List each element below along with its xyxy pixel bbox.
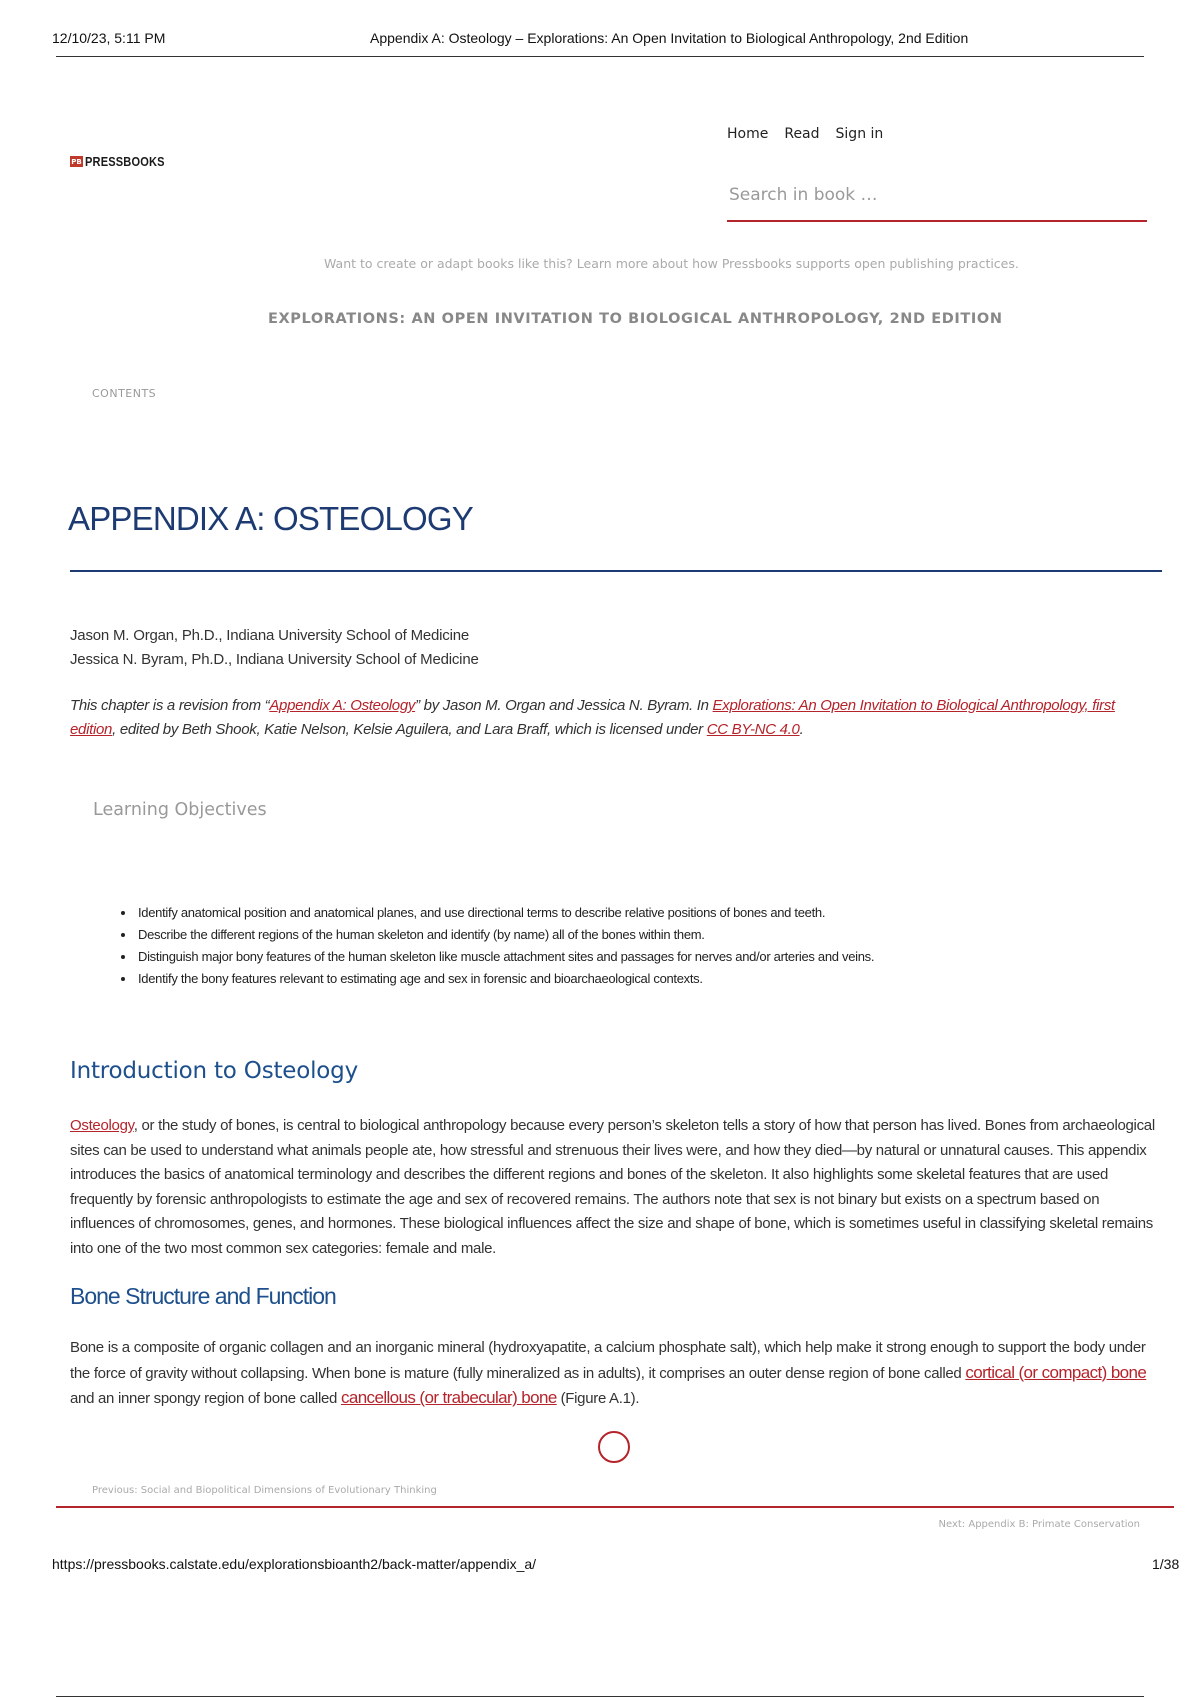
bone-text-3: (Figure A.1). (556, 1390, 640, 1407)
revision-note (70, 694, 1160, 742)
learning-objectives-title: Learning Objectives (93, 800, 267, 820)
list-item: • Identify anatomical position and anatomical planes, and use directional terms to describe relative positions of bones and teeth. (136, 902, 1146, 924)
print-page-title: Appendix A: Osteology – Explorations: An Open Invitation to Biological Anthropology, 2nd Edition (370, 30, 969, 46)
search-input[interactable] (727, 170, 1147, 222)
title-divider (70, 570, 1162, 572)
bone-text-2: and an inner spongy region of bone called (70, 1390, 341, 1407)
nav-home-link[interactable]: Home (727, 126, 769, 142)
bone-structure-heading: Bone Structure and Function (70, 1283, 336, 1309)
bone-structure-paragraph (70, 1336, 1160, 1412)
print-url: https://pressbooks.calstate.edu/explorationsbioanth2/back-matter/appendix_a/ (52, 1556, 537, 1572)
print-header-divider (56, 56, 1144, 57)
license-link[interactable]: CC BY-NC 4.0 (706, 721, 800, 738)
bone-text-1: Bone is a composite of organic collagen and an inorganic mineral (hydroxyapatite, a calcium phosphate salt), which help make it strong enough to support the body under the force of gravity without collapsing. When bone is mature (fully mineralized as in adults), it comprises an outer dense region of bone called (70, 1339, 1146, 1382)
page-title: APPENDIX A: OSTEOLOGY (68, 500, 473, 537)
pressbooks-logo-icon: PB (71, 157, 82, 166)
next-chapter-link[interactable]: Next: Appendix B: Primate Conservation (938, 1519, 1140, 1530)
revision-end: . (799, 721, 804, 738)
author-line: Jessica N. Byram, Ph.D., Indiana University School of Medicine (70, 651, 479, 668)
list-item: • Distinguish major bony features of the human skeleton like muscle attachment sites and passages for nerves and/or arteries and veins. (136, 946, 1146, 968)
first-edition-link[interactable]: Explorations: An Open Invitation to Biological Anthropology, first edition (70, 697, 1115, 738)
page-bottom-divider (56, 1696, 1144, 1697)
author-list (70, 624, 479, 672)
original-chapter-link[interactable]: Appendix A: Osteology (269, 697, 416, 714)
revision-suffix: , edited by Beth Shook, Katie Nelson, Kelsie Aguilera, and Lara Braff, which is licensed under (112, 721, 707, 738)
glossary-term-cancellous-bone[interactable]: cancellous (or trabecular) bone (340, 1388, 557, 1407)
glossary-term-osteology[interactable]: Osteology (70, 1117, 134, 1134)
print-page-number: 1/38 (1152, 1556, 1180, 1572)
intro-paragraph (70, 1114, 1160, 1261)
pressbooks-logo-text: PRESSBOOKS (85, 154, 165, 169)
glossary-term-cortical-bone[interactable]: cortical (or compact) bone (965, 1362, 1147, 1382)
book-title-link[interactable]: EXPLORATIONS: AN OPEN INVITATION TO BIOLOGICAL ANTHROPOLOGY, 2ND EDITION (268, 311, 1003, 327)
promo-text[interactable]: Want to create or adapt books like this? Learn more about how Pressbooks supports open publishing practices. (324, 256, 1019, 271)
revision-mid: ” by Jason M. Organ and Jessica N. Byram. In (415, 697, 713, 714)
list-item: • Describe the different regions of the human skeleton and identify (by name) all of the bones within them. (136, 924, 1146, 946)
loading-spinner-icon (598, 1431, 630, 1463)
intro-text: , or the study of bones, is central to biological anthropology because every person’s skeleton tells a story of how that person has lived. Bones from archaeological sites can be used to understand what animals people ate, how stressful and strenuous their lives were, and how they died—by natural or unnatural causes. This appendix introduces the basics of anatomical terminology and describes the different regions and bones of the skeleton. It also highlights some skeletal features that are used frequently by forensic anthropologists to estimate the age and sex of recovered remains. The authors note that sex is not binary but exists on a spectrum based on influences of chromosomes, genes, and hormones. These biological influences affect the size and shape of bone, which is sometimes useful in classifying skeletal remains into one of the two most common sex categories: female and male. (70, 1117, 1155, 1257)
author-line: Jason M. Organ, Ph.D., Indiana University School of Medicine (70, 627, 470, 644)
learning-objectives-list (118, 902, 1146, 990)
nav-sign-in-link[interactable]: Sign in (835, 126, 884, 142)
revision-prefix: This chapter is a revision from “ (70, 697, 270, 714)
list-item: • Identify the bony features relevant to estimating age and sex in forensic and bioarchaeological contexts. (136, 968, 1146, 990)
nav-read-link[interactable]: Read (784, 126, 820, 142)
print-datetime: 12/10/23, 5:11 PM (52, 30, 166, 46)
top-nav (727, 126, 883, 142)
previous-chapter-link[interactable]: Previous: Social and Biopolitical Dimensions of Evolutionary Thinking (92, 1485, 437, 1496)
pressbooks-logo[interactable] (70, 154, 179, 169)
intro-heading: Introduction to Osteology (70, 1058, 358, 1084)
chapter-nav-divider (56, 1506, 1174, 1508)
contents-toggle[interactable]: CONTENTS (92, 387, 157, 400)
